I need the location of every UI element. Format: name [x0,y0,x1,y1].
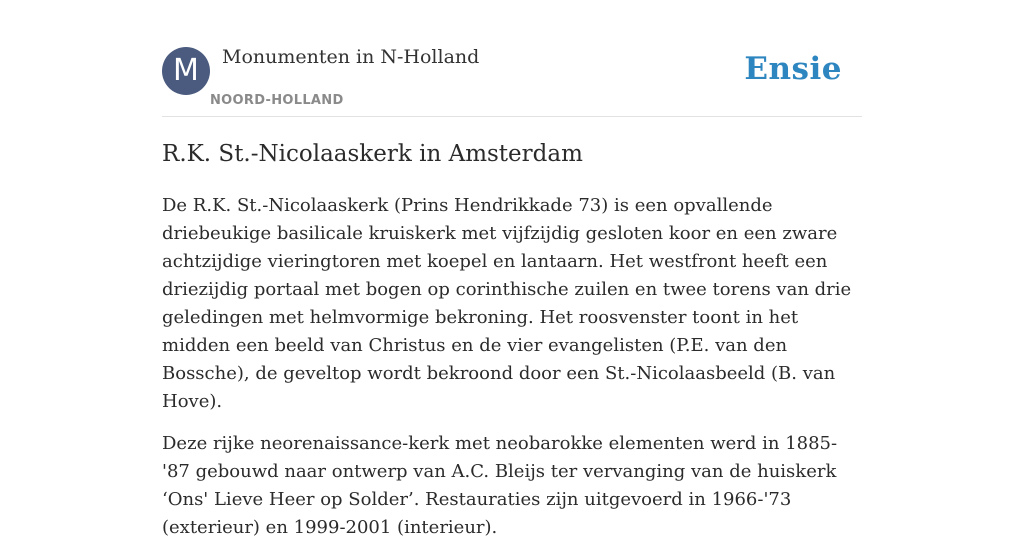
avatar[interactable]: M [162,47,210,95]
article-paragraph-1: De R.K. St.-Nicolaaskerk (Prins Hendrikkade 73) is een opvallende driebeukige basilicale kruiskerk met vijfzijdig gesloten koor en een zware achtzijdige vieringtoren met koepel en lantaarn. Het westfront heeft een driezijdig portaal met bogen op corinthische zuilen en twee torens van drie geledingen met helmvormige bekroning. Het roosvenster toont in het midden een beeld van Christus en de vier evangelisten (P.E. van den Bossche), de geveltop wordt bekroond door een St.-Nicolaasbeeld (B. van Hove). [162,195,852,412]
article [162,138,862,556]
brand-logo[interactable]: Ensie [744,51,842,87]
header [162,40,862,117]
category-label[interactable]: NOORD-HOLLAND [210,93,344,108]
site-title[interactable]: Monumenten in N-Holland [222,46,480,68]
article-paragraph-2: Deze rijke neorenaissance-kerk met neobarokke elementen werd in 1885-'87 gebouwd naar ontwerp van A.C. Bleijs ter vervanging van de huiskerk ‘Ons' Lieve Heer op Solder’. Restauraties zijn uitgevoerd in 1966-'73 (exterieur) en 1999-2001 (interieur). [162,433,838,538]
article-title: R.K. St.-Nicolaaskerk in Amsterdam [162,141,583,167]
